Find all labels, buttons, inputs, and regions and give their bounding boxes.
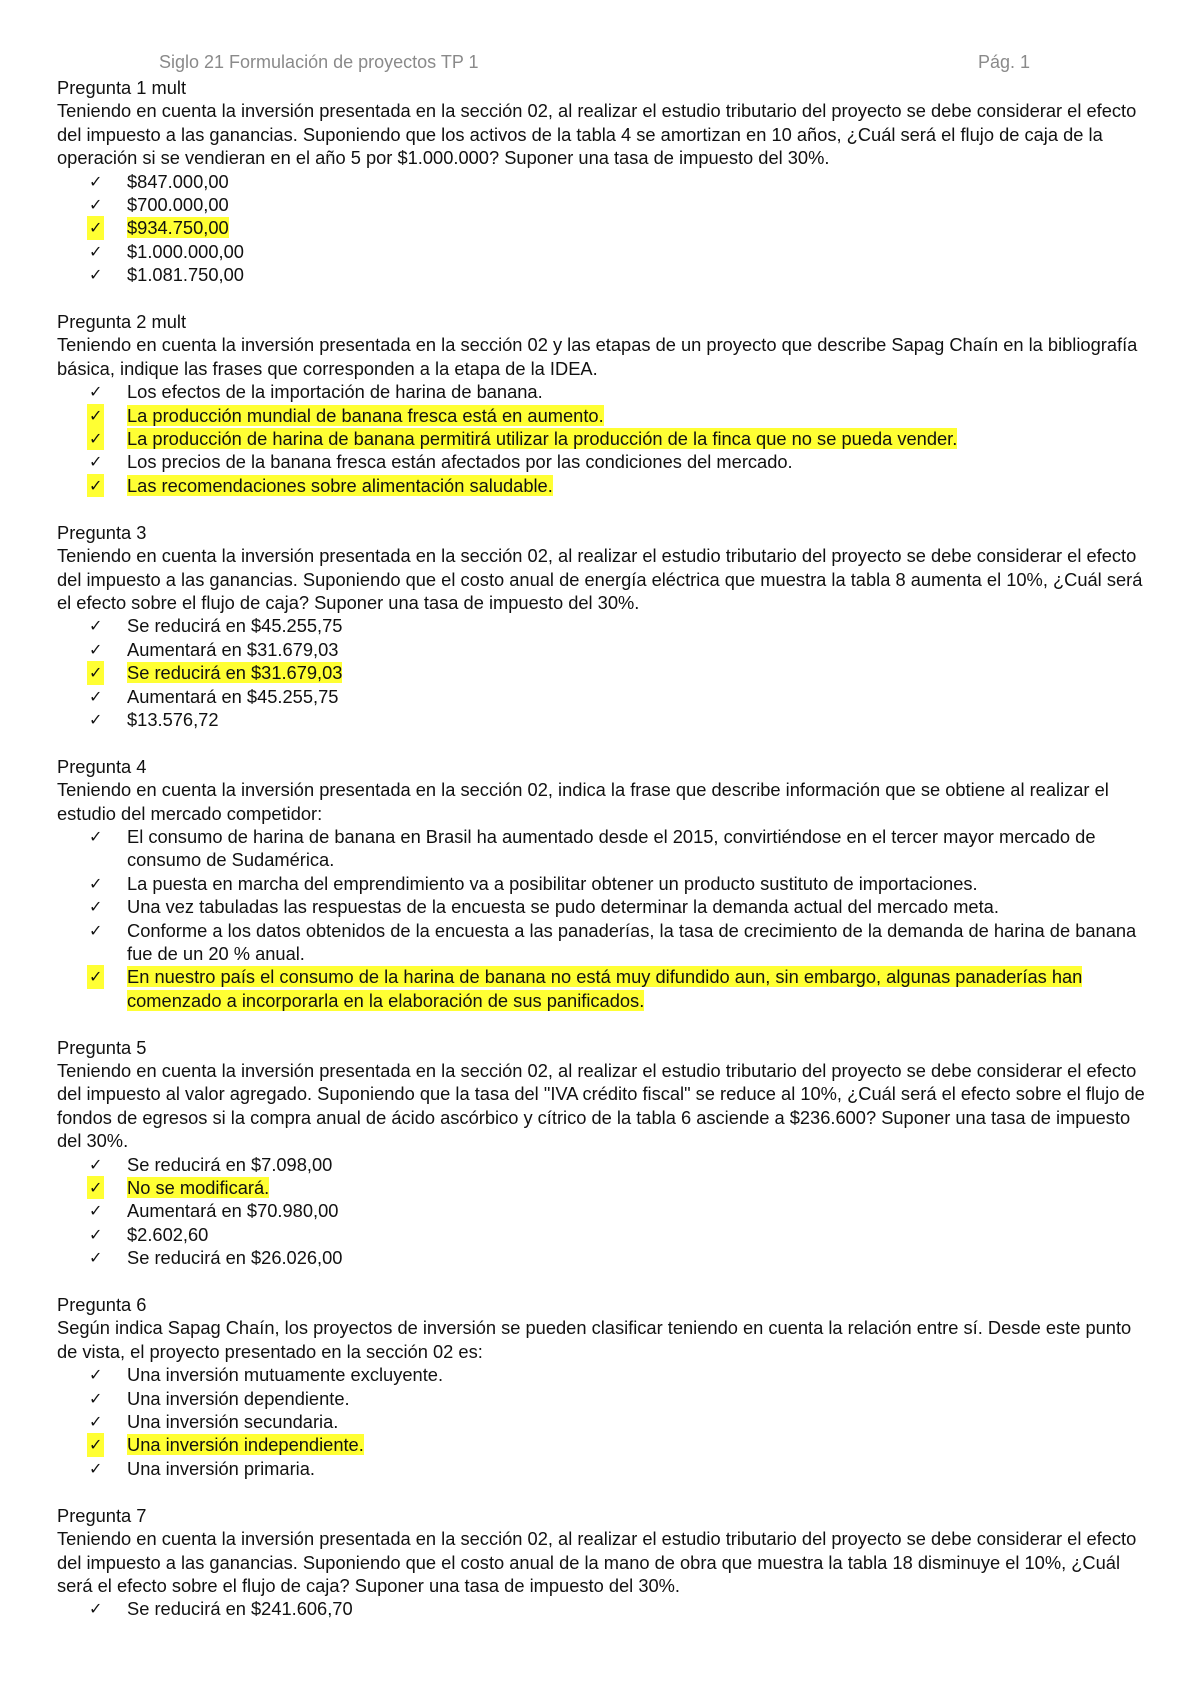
option-list (57, 825, 1152, 1012)
answer-option (57, 1387, 1152, 1410)
question-title: Pregunta 2 mult (57, 311, 187, 333)
answer-text: Los efectos de la importación de harina de banana. (127, 381, 543, 403)
page-header (57, 50, 1152, 76)
answer-option (57, 404, 1152, 427)
checkmark-icon: ✓ (87, 427, 104, 450)
highlighted-answer-text: Una inversión independiente. (127, 1434, 364, 1456)
checkmark-icon: ✓ (89, 241, 103, 261)
question-text: Teniendo en cuenta la inversión presentada en la sección 02 y las etapas de un proyecto que describe Sapag Chaín en la bibliografía básica, indique las frases que corresponden a la etapa de la IDEA. (57, 334, 1138, 379)
highlighted-answer-text: La producción de harina de banana permitirá utilizar la producción de la finca que no se pueda vender. (127, 428, 958, 450)
question-block (57, 1293, 1152, 1480)
answer-text: $1.000.000,00 (127, 240, 244, 262)
document-page (57, 50, 1152, 1621)
checkmark-icon: ✓ (89, 1248, 103, 1268)
question-block (57, 755, 1152, 1012)
document-title: Siglo 21 Formulación de proyectos TP 1 (159, 52, 479, 72)
answer-option (57, 614, 1152, 637)
answer-text: Aumentará en $70.980,00 (127, 1200, 339, 1222)
question-block (57, 1036, 1152, 1270)
answer-option (57, 450, 1152, 473)
question-text: Teniendo en cuenta la inversión presentada en la sección 02, indica la frase que describe información que se obtiene al realizar el estudio del mercado competidor: (57, 779, 1109, 824)
answer-text: Se reducirá en $7.098,00 (127, 1153, 333, 1175)
checkmark-icon: ✓ (89, 1412, 103, 1432)
checkmark-icon: ✓ (89, 195, 103, 215)
answer-text: $847.000,00 (127, 170, 229, 192)
answer-text: Una inversión secundaria. (127, 1411, 339, 1433)
checkmark-icon: ✓ (89, 686, 103, 706)
highlighted-answer-text: No se modificará. (127, 1177, 270, 1199)
answer-text: Una inversión dependiente. (127, 1387, 350, 1409)
answer-text: Una inversión mutuamente excluyente. (127, 1364, 444, 1386)
answer-text: Una vez tabuladas las respuestas de la encuesta se pudo determinar la demanda actual del mercado meta. (127, 896, 999, 918)
question-text: Teniendo en cuenta la inversión presentada en la sección 02, al realizar el estudio tributario del proyecto se debe considerar el efecto del impuesto a las ganancias. Suponiendo que el costo anual de la mano de obra que muestra la tabla 18 disminuye el 10%, ¿Cuál será el efecto sobre el flujo de caja? Suponer una tasa de impuesto del 30%. (57, 1528, 1137, 1596)
checkmark-icon: ✓ (89, 1458, 103, 1478)
checkmark-icon: ✓ (89, 897, 103, 917)
answer-option (57, 1223, 1152, 1246)
question-block (57, 310, 1152, 497)
highlighted-answer-text: Las recomendaciones sobre alimentación saludable. (127, 474, 553, 496)
question-block (57, 1504, 1152, 1621)
highlighted-answer-text: Se reducirá en $31.679,03 (127, 662, 343, 684)
answer-option (57, 1153, 1152, 1176)
question-text: Teniendo en cuenta la inversión presentada en la sección 02, al realizar el estudio tributario del proyecto se debe considerar el efecto del impuesto al valor agregado. Suponiendo que la tasa del "IVA crédito fiscal" se reduce al 10%, ¿Cuál será el efecto sobre el flujo de fondos de egresos si la compra anual de ácido ascórbico y cítrico de la tabla 6 asciende a $236.600? Suponer una tasa de impuesto del 30%. (57, 1060, 1145, 1152)
question-title: Pregunta 7 (57, 1504, 147, 1526)
checkmark-icon: ✓ (87, 1433, 104, 1456)
checkmark-icon: ✓ (89, 1599, 103, 1619)
checkmark-icon: ✓ (87, 404, 104, 427)
answer-text: Aumentará en $45.255,75 (127, 685, 339, 707)
question-list (57, 76, 1152, 1621)
answer-option (57, 1433, 1152, 1456)
checkmark-icon: ✓ (89, 171, 103, 191)
checkmark-icon: ✓ (89, 639, 103, 659)
answer-option (57, 1410, 1152, 1433)
checkmark-icon: ✓ (89, 616, 103, 636)
answer-option (57, 263, 1152, 286)
question-text: Teniendo en cuenta la inversión presentada en la sección 02, al realizar el estudio tributario del proyecto se debe considerar el efecto del impuesto a las ganancias. Suponiendo que los activos de la tabla 4 se amortizan en 10 años, ¿Cuál será el flujo de caja de la operación si se vendieran en el año 5 por $1.000.000? Suponer una tasa de impuesto del 30%. (57, 100, 1137, 169)
checkmark-icon: ✓ (89, 265, 103, 285)
answer-option (57, 474, 1152, 497)
question-title: Pregunta 5 (57, 1036, 147, 1058)
question-block (57, 521, 1152, 732)
answer-option (57, 427, 1152, 450)
answer-option (57, 193, 1152, 216)
answer-option (57, 895, 1152, 918)
answer-option (57, 1176, 1152, 1199)
answer-option (57, 685, 1152, 708)
answer-text: Una inversión primaria. (127, 1457, 315, 1479)
option-list (57, 1363, 1152, 1480)
answer-option (57, 708, 1152, 731)
answer-option (57, 1246, 1152, 1269)
checkmark-icon: ✓ (89, 382, 103, 402)
answer-text: Se reducirá en $45.255,75 (127, 615, 343, 637)
answer-option (57, 965, 1152, 1012)
answer-text: Los precios de la banana fresca están afectados por las condiciones del mercado. (127, 451, 793, 473)
answer-text: $2.602,60 (127, 1223, 209, 1245)
checkmark-icon: ✓ (89, 1388, 103, 1408)
checkmark-icon: ✓ (87, 216, 104, 239)
answer-option (57, 240, 1152, 263)
answer-option (57, 661, 1152, 684)
question-block (57, 76, 1152, 287)
option-list (57, 614, 1152, 731)
checkmark-icon: ✓ (89, 1154, 103, 1174)
highlighted-answer-text: La producción mundial de banana fresca está en aumento. (127, 404, 604, 426)
option-list (57, 1153, 1152, 1270)
question-title: Pregunta 4 (57, 755, 147, 777)
answer-text: Se reducirá en $26.026,00 (127, 1247, 343, 1269)
answer-text: $700.000,00 (127, 194, 229, 216)
checkmark-icon: ✓ (87, 474, 104, 497)
question-title: Pregunta 1 mult (57, 77, 187, 98)
answer-text: Aumentará en $31.679,03 (127, 638, 339, 660)
answer-option (57, 170, 1152, 193)
answer-option (57, 919, 1152, 966)
answer-option (57, 1597, 1152, 1620)
answer-option (57, 216, 1152, 239)
question-text: Según indica Sapag Chaín, los proyectos de inversión se pueden clasificar teniendo en cuenta la relación entre sí. Desde este punto de vista, el proyecto presentado en la sección 02 es: (57, 1317, 1132, 1362)
answer-option (57, 1199, 1152, 1222)
answer-text: $13.576,72 (127, 708, 219, 730)
checkmark-icon: ✓ (89, 1224, 103, 1244)
answer-option (57, 825, 1152, 872)
question-text: Teniendo en cuenta la inversión presentada en la sección 02, al realizar el estudio tributario del proyecto se debe considerar el efecto del impuesto a las ganancias. Suponiendo que el costo anual de energía eléctrica que muestra la tabla 8 aumenta el 10%, ¿Cuál será el efecto sobre el flujo de caja? Suponer una tasa de impuesto del 30%. (57, 545, 1143, 613)
option-list (57, 1597, 1152, 1620)
question-title: Pregunta 6 (57, 1294, 147, 1316)
answer-option (57, 380, 1152, 403)
answer-text: El consumo de harina de banana en Brasil ha aumentado desde el 2015, convirtiéndose en el tercer mayor mercado de consumo de Sudamérica. (127, 825, 1096, 871)
answer-option (57, 872, 1152, 895)
answer-text: Se reducirá en $241.606,70 (127, 1598, 353, 1620)
checkmark-icon: ✓ (89, 452, 103, 472)
answer-option (57, 638, 1152, 661)
page-number: Pág. 1 (978, 52, 1031, 72)
option-list (57, 170, 1152, 287)
checkmark-icon: ✓ (89, 826, 103, 846)
checkmark-icon: ✓ (87, 661, 104, 684)
checkmark-icon: ✓ (89, 709, 103, 729)
answer-text: $1.081.750,00 (127, 264, 244, 286)
question-title: Pregunta 3 (57, 521, 147, 543)
checkmark-icon: ✓ (87, 1176, 104, 1199)
checkmark-icon: ✓ (89, 1201, 103, 1221)
highlighted-answer-text: $934.750,00 (127, 217, 229, 239)
checkmark-icon: ✓ (89, 873, 103, 893)
answer-text: Conforme a los datos obtenidos de la encuesta a las panaderías, la tasa de crecimiento de la demanda de harina de banana fue de un 20 % anual. (127, 919, 1137, 964)
answer-option (57, 1457, 1152, 1480)
answer-option (57, 1363, 1152, 1386)
checkmark-icon: ✓ (89, 920, 103, 940)
checkmark-icon: ✓ (87, 965, 104, 988)
highlighted-answer-text: En nuestro país el consumo de la harina de banana no está muy difundido aun, sin embargo, algunas panaderías han comenzado a incorporarla en la elaboración de sus panificados. (127, 966, 1083, 1011)
option-list (57, 380, 1152, 497)
answer-text: La puesta en marcha del emprendimiento va a posibilitar obtener un producto sustituto de importaciones. (127, 872, 978, 894)
checkmark-icon: ✓ (89, 1365, 103, 1385)
